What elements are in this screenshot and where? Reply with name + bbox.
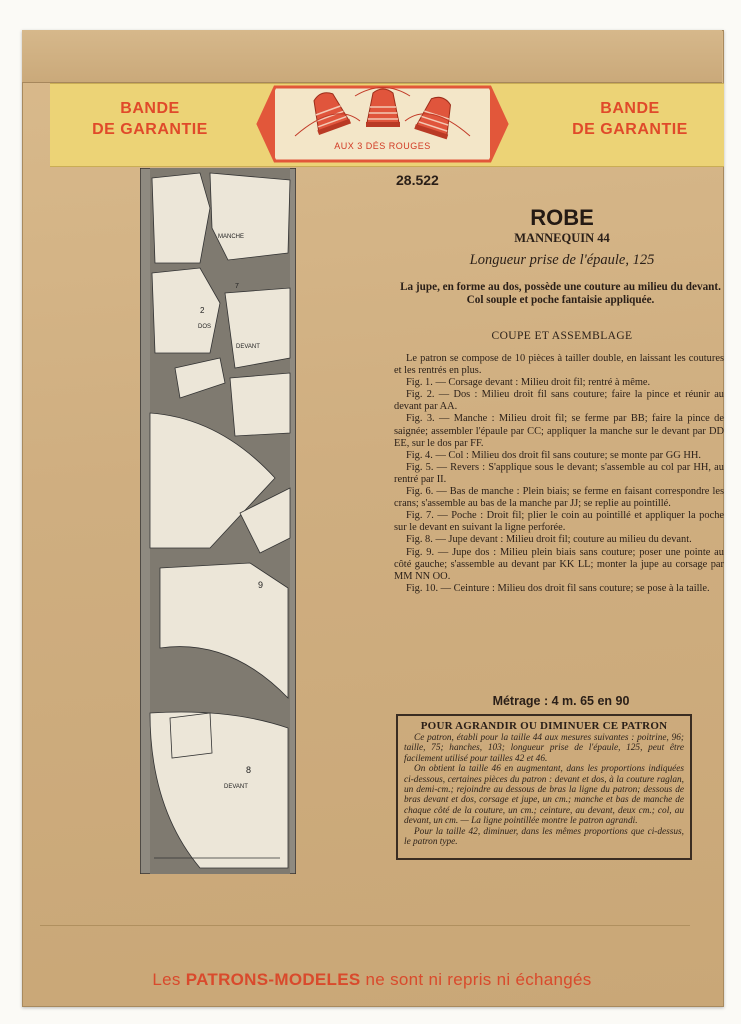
footer-prefix: Les [152,970,186,989]
pattern-layout-diagram [140,168,296,874]
resize-box-text [404,733,684,847]
footer-notice [22,970,722,990]
fabric-requirement: Métrage : 4 m. 65 en 90 [492,694,630,708]
pattern-label-7: 7 [235,283,239,290]
pattern-label-devant-large: DEVANT [224,784,248,790]
instruction-paragraph: Fig. 3. — Manche : Milieu droit fil; se ferme par BB; faire la pince de saignée; assembler l'épaule par CC; appliquer la manche sur le devant par DD EE, sur le dos par FF. [394,413,724,449]
pattern-number: 28.522 [396,172,439,188]
section-title: COUPE ET ASSEMBLAGE [491,330,633,342]
resize-paragraph: On obtient la taille 46 en augmentant, dans les proportions indiquées ci-dessous, certaines pièces du patron : devant et dos, à la couture raglan, un demi-cm.; rejoindre au dessous de bras la ligne du patron; dessous de bras devant et dos, corsage et jupe, un cm.; manche et bas de manche de chaque côté de la couture, un cm.; ceinture, au devant, deux cm.; col, au devant, un cm. — La ligne pointillée montre le patron agrandi. [404,764,684,827]
instruction-paragraph: Fig. 6. — Bas de manche : Plein biais; se ferme en faisant correspondre les crans; s'assemble au bas de la manche par JJ; se replie au pointillé. [394,486,724,510]
footer-brand: PATRONS-MODELES [185,970,361,989]
resize-paragraph: Pour la taille 42, diminuer, dans les mêmes proportions que ci-dessus, le patron type. [404,826,684,848]
page-title: ROBE [530,205,594,230]
instruction-paragraph: Fig. 9. — Jupe dos : Milieu plein biais sans couture; poser une pointe au côté gauche; s'assemble au devant par KK LL; monter la jupe au corsage par MM NN OO. [394,546,724,582]
envelope-top-flap [22,30,722,83]
pattern-label-manche: MANCHE [218,234,245,240]
resize-paragraph: Ce patron, établi pour la taille 44 aux mesures suivantes : poitrine, 96; taille, 75; hanches, 103; longueur prise de l'épaule, 125, peut être facilement utilisé pour tailles 42 et 46. [404,733,684,764]
band-label-right: BANDE DE GARANTIE [572,100,688,138]
instruction-paragraph: Le patron se compose de 10 pièces à tailler double, en laissant les coutures et les rentrés en plus. [394,353,724,377]
description: La jupe, en forme au dos, possède une couture au milieu du devant. Col souple et poche fantaisie appliquée. [400,281,721,306]
instruction-paragraph: Fig. 5. — Revers : S'applique sous le devant; s'assemble au col par HH, au rentré par II. [394,461,724,485]
instruction-paragraph: Fig. 1. — Corsage devant : Milieu droit fil; rentré à même. [406,377,651,389]
pattern-label-9: 9 [258,580,264,590]
band-label-left: BANDE DE GARANTIE [92,100,208,138]
footer-suffix: ne sont ni repris ni échangés [360,970,592,989]
instructions [394,353,724,595]
pattern-label-8: 8 [246,765,252,775]
resize-box-title: POUR AGRANDIR OU DIMINUER CE PATRON [420,720,668,732]
pattern-label-dos: DOS [198,324,212,330]
resize-box [396,714,692,860]
guarantee-band [50,83,724,167]
instruction-paragraph: Fig. 2. — Dos : Milieu droit fil sans couture; faire la pince et réunir au devant par AA. [394,389,724,413]
pattern-label-2: 2 [200,306,205,315]
instruction-paragraph: Fig. 8. — Jupe devant : Milieu droit fil; couture au milieu du devant. [406,534,692,546]
instruction-paragraph: Fig. 10. — Ceinture : Milieu dos droit fil sans couture; se pose à la taille. [406,582,710,594]
emblem-caption: AUX 3 DÉS ROUGES [334,141,431,151]
pattern-label-devant-small: DEVANT [236,344,260,350]
length-note: Longueur prise de l'épaule, 125 [469,252,655,268]
instruction-paragraph: Fig. 4. — Col : Milieu dos droit fil sans couture; se monte par GG HH. [406,449,701,461]
mannequin-size: MANNEQUIN 44 [514,231,610,245]
thimble-emblem [255,81,510,168]
instruction-paragraph: Fig. 7. — Poche : Droit fil; plier le coin au pointillé et appliquer la poche sur le devant en suivant la ligne perforée. [394,510,724,534]
